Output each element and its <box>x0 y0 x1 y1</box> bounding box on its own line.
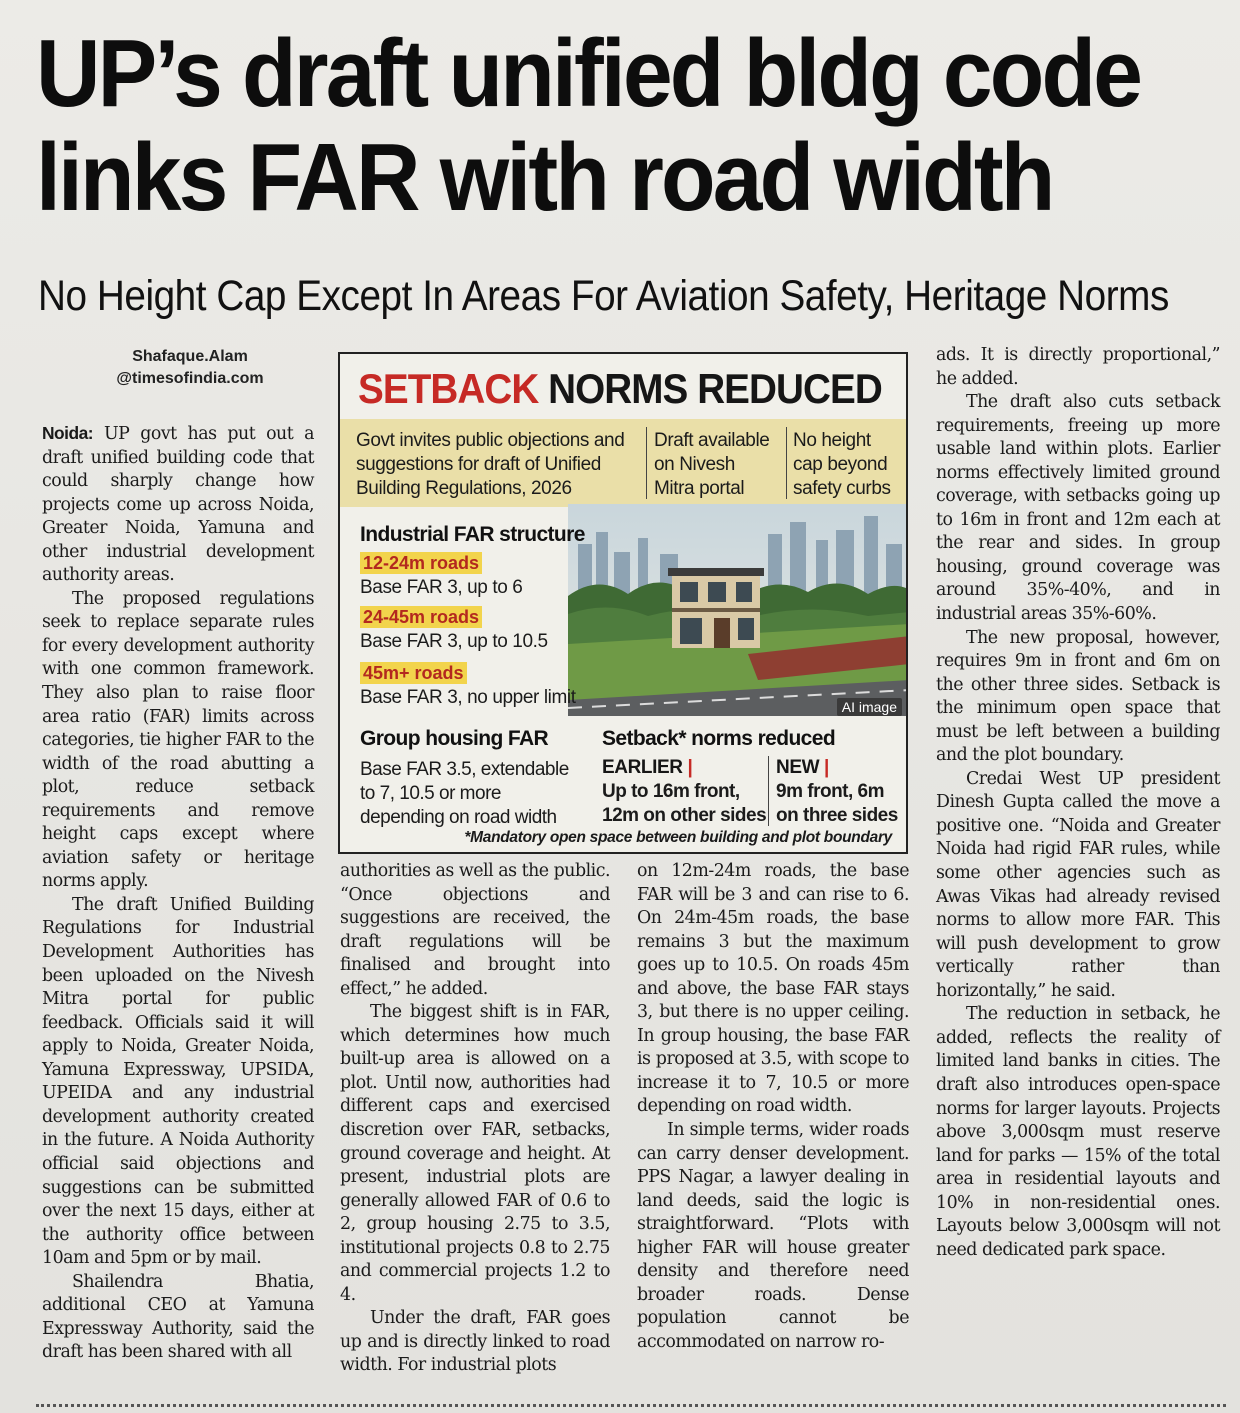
road-band-label: 24-45m roads <box>360 606 482 628</box>
infobox-summary-band <box>340 419 908 507</box>
article-column-3 <box>637 860 909 1354</box>
bottom-dotted-rule <box>36 1404 1226 1407</box>
headline <box>36 20 1141 231</box>
article-paragraph: The proposed regulations seek to replace separate rules for every development authority with one common framework. They also plan to raise floor area ratio (FAR) limits across categories, tie higher FAR to the width of the road abutting a plot, reduce setback requirements and remove height caps except where aviation safety or heritage norms apply. <box>42 588 314 892</box>
ai-image-label: AI image <box>837 698 902 716</box>
article-paragraph: Noida: UP govt has put out a draft unified building code that could sharply change how projects come up across Noida, Greater Noida, Yamuna and other industrial development authority areas. <box>42 423 314 586</box>
article-column-1 <box>42 422 314 1365</box>
article-paragraph: ads. It is directly proportional,” he added. <box>936 345 1220 389</box>
road-band-label: 12-24m roads <box>360 552 482 574</box>
article-column-2 <box>340 860 610 1378</box>
article-paragraph: authorities as well as the public. “Once objections and suggestions are received, the draft regulations will be finalised and brought into effect,” he added. <box>340 861 610 999</box>
road-band-text: Base FAR 3, up to 6 <box>360 577 523 598</box>
byline-handle: @timesofindia.com <box>116 370 264 387</box>
article-paragraph: Credai West UP president Dinesh Gupta called the move a positive one. “Noida and Greater Noida had rigid FAR rules, while some other agencies such as Awas Vikas had already revised norms to allow more FAR. This will push development to grow vertically rather than horizontally,” he said. <box>936 768 1220 1001</box>
article-paragraph: The new proposal, however, requires 9m in front and 6m on the other three sides. Setback is the minimum open space that must be left between a building and the plot boundary. <box>936 627 1220 766</box>
road-band-text: Base FAR 3, no upper limit <box>360 687 576 708</box>
byline <box>90 346 290 390</box>
summary-divider <box>786 427 787 499</box>
setback-infobox <box>338 352 908 854</box>
setback-heading: Setback* norms reduced <box>602 727 836 750</box>
article-paragraph: The biggest shift is in FAR, which determines how much built-up area is allowed on a plot. Until now, authorities had different caps and exercised discretion over FAR, setbacks, ground coverage and height. At present, industrial plots are generally allowed FAR of 0.6 to 2, group housing 2.75 to 3.5, institutional projects 0.8 to 2.75 and commercial projects 1.2 to 4. <box>340 1002 610 1305</box>
road-band-text: Base FAR 3, up to 10.5 <box>360 631 548 652</box>
summary-objections: Govt invites public objections and suggestions for draft of Unified Building Regulations, 2026 <box>356 430 625 499</box>
infobox-footnote: *Mandatory open space between building and plot boundary <box>464 829 892 846</box>
group-housing-heading: Group housing FAR <box>360 727 549 750</box>
byline-author: Shafaque.Alam <box>132 348 248 365</box>
article-column-4 <box>936 344 1220 1262</box>
setback-divider <box>768 756 769 826</box>
article-paragraph: In simple terms, wider roads can carry denser development. PPS Nagar, a lawyer dealing in land deeds, said the logic is straightforward. “Plots with higher FAR will house greater density and therefore need broader roads. Dense population cannot be accommodated on narrow ro- <box>637 1120 909 1352</box>
setback-new-text: 9m front, 6m on three sides <box>776 781 898 826</box>
summary-divider <box>646 427 647 499</box>
subheadline: No Height Cap Except In Areas For Aviation Safety, Heritage Norms <box>38 272 1169 320</box>
article-paragraph: Shailendra Bhatia, additional CEO at Yamuna Expressway Authority, said the draft has been shared with all <box>42 1271 314 1363</box>
article-paragraph: The draft Unified Building Regulations for Industrial Development Authorities has been uploaded on the Nivesh Mitra portal for public feedback. Officials said it will apply to Noida, Greater Noida, Yamuna Expressway, UPSIDA, UPEIDA and any industrial development authority created in the future. A Noida Authority official said objections and suggestions can be submitted over the next 15 days, either at the authority office between 10am and 5pm or by mail. <box>42 894 314 1269</box>
headline-line-1: UP’s draft unified bldg code <box>36 20 1141 127</box>
group-housing-text: Base FAR 3.5, extendable to 7, 10.5 or more depending on road width <box>360 759 569 828</box>
setback-earlier-text: Up to 16m front, 12m on other sides <box>602 781 767 826</box>
road-band-label: 45m+ roads <box>360 662 467 684</box>
headline-line-2: links FAR with road width <box>36 124 1053 231</box>
industrial-far-heading: Industrial FAR structure <box>360 523 585 546</box>
article-paragraph: The reduction in setback, he added, reflects the reality of limited land banks in cities. The draft also introduces open-space norms for larger layouts. Projects above 3,000sqm must reserve land for parks — 15% of the total area in residential layouts and 10% in non-residential ones. Layouts below 3,000sqm will not need dedicated park space. <box>936 1004 1220 1260</box>
building-illustration <box>568 504 908 716</box>
article-paragraph: Under the draft, FAR goes up and is directly linked to road width. For industrial plots <box>340 1308 610 1376</box>
article-paragraph: The draft also cuts setback requirements, freeing up more usable land within plots. Earlier norms effectively limited ground coverage, with setbacks going up to 16m in front and 12m each at the rear and sides. In group housing, ground coverage was around 35%-40%, and in industrial areas 35%-60%. <box>936 392 1220 625</box>
setback-earlier-label: EARLIER | <box>602 757 693 778</box>
setback-new-label: NEW | <box>776 757 829 778</box>
summary-height-cap: No height cap beyond safety curbs <box>793 430 891 499</box>
infobox-title: SETBACK NORMS REDUCED <box>358 365 882 412</box>
dateline: Noida: <box>42 423 94 443</box>
summary-portal: Draft available on Nivesh Mitra portal <box>654 430 770 499</box>
article-paragraph: on 12m-24m roads, the base FAR will be 3 and can rise to 6. On 24m-45m roads, the base remains 3 but the maximum goes up to 10.5. On roads 45m and above, the base FAR stays 3, but there is no upper ceiling. In group housing, the base FAR is proposed at 3.5, with scope to increase it to 7, 10.5 or more depending on road width. <box>637 861 909 1117</box>
